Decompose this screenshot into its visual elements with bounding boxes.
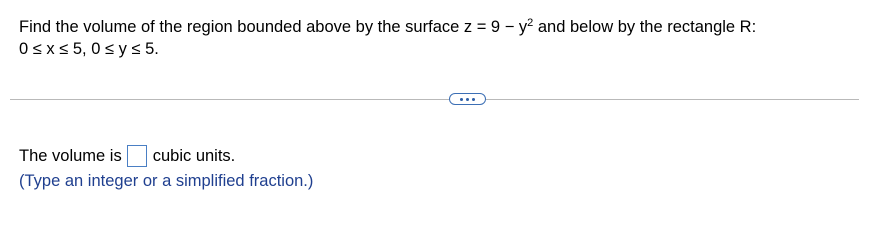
ellipsis-icon bbox=[460, 98, 463, 101]
section-divider bbox=[10, 99, 859, 100]
question-text bbox=[19, 16, 859, 60]
answer-suffix: cubic units. bbox=[152, 146, 236, 165]
answer-format-hint: (Type an integer or a simplified fraction.) bbox=[19, 172, 314, 190]
question-line-1-prefix: Find the volume of the region bounded above by the surface z = 9 − y bbox=[19, 18, 528, 36]
ellipsis-icon bbox=[472, 98, 475, 101]
question-exponent: 2 bbox=[527, 17, 534, 29]
question-line-1 bbox=[19, 16, 859, 38]
show-more-button[interactable] bbox=[449, 93, 486, 105]
question-line-2: 0 ≤ x ≤ 5, 0 ≤ y ≤ 5. bbox=[19, 40, 159, 58]
answer-prefix: The volume is bbox=[19, 146, 122, 165]
question-line-1-suffix: and below by the rectangle R: bbox=[533, 18, 757, 36]
volume-answer-input[interactable] bbox=[127, 145, 147, 167]
ellipsis-icon bbox=[466, 98, 469, 101]
answer-row bbox=[19, 144, 235, 168]
